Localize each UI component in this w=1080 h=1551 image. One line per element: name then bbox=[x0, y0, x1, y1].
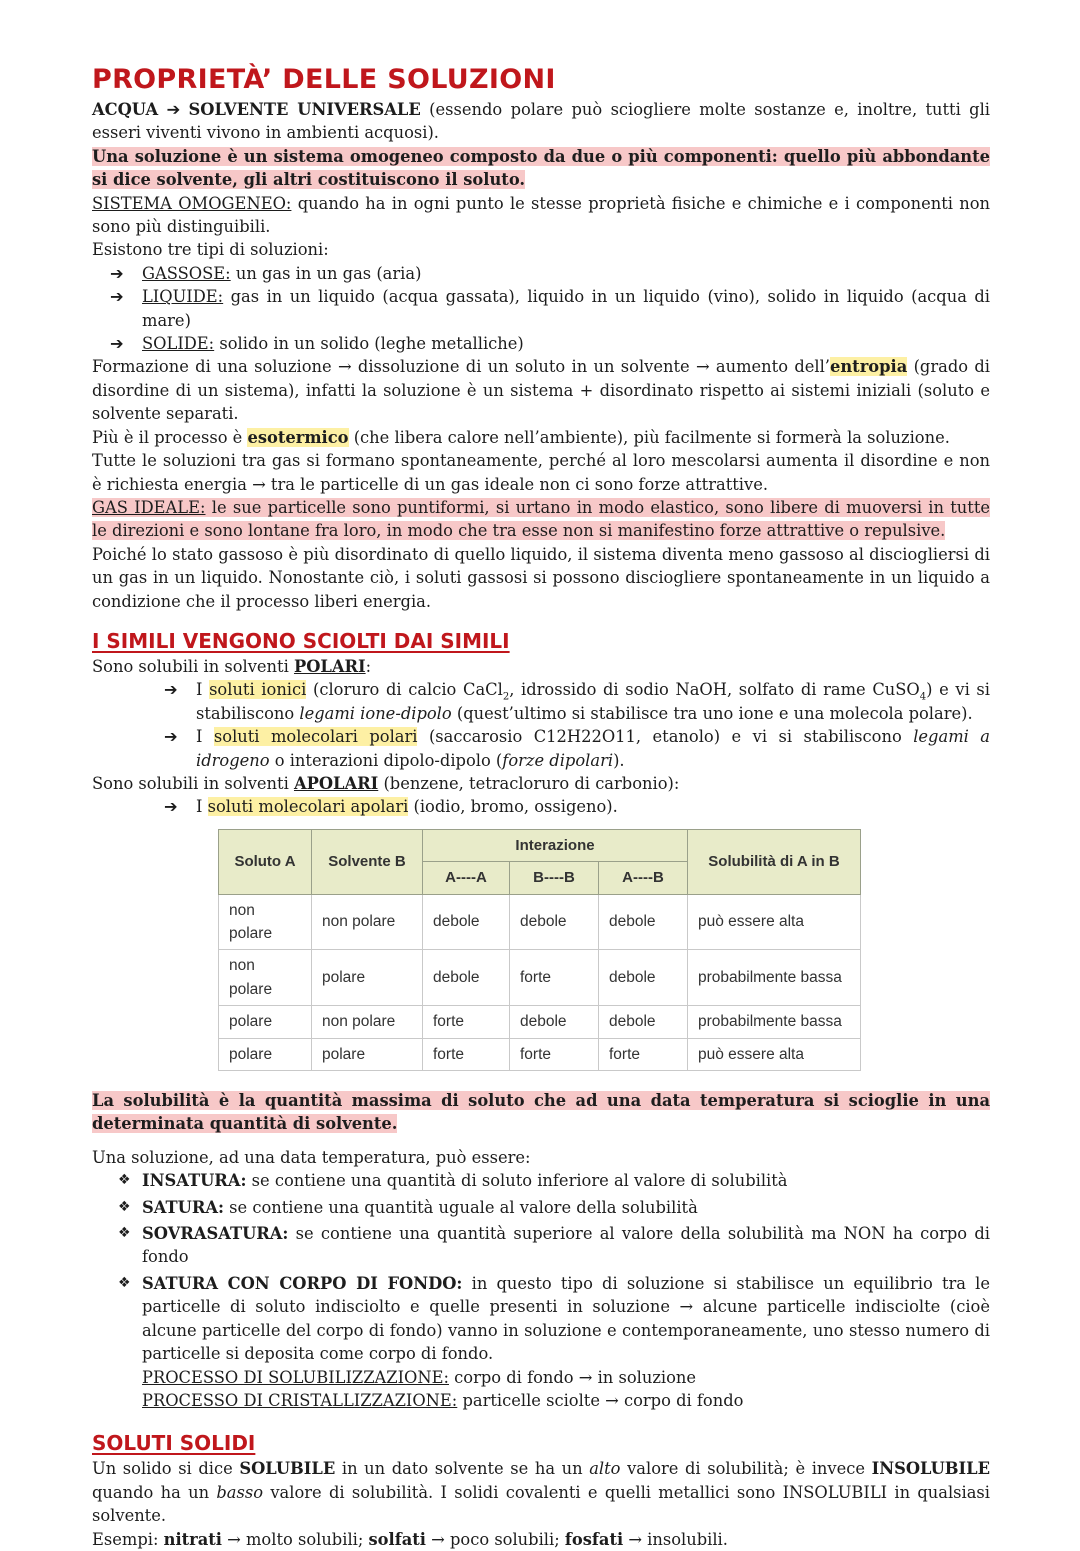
state-text: se contiene una quantità superiore al valore della solubilità ma NON ha corpo di fondo bbox=[142, 1224, 990, 1267]
definition-solubilita bbox=[92, 1089, 990, 1136]
soluti-apolari-highlight: soluti molecolari apolari bbox=[207, 797, 409, 817]
table-cell: probabilmente bassa bbox=[688, 950, 861, 1006]
text: Un solido si dice bbox=[92, 1459, 240, 1479]
table-cell: può essere alta bbox=[688, 894, 861, 950]
page-title: PROPRIETÀ’ DELLE SOLUZIONI bbox=[92, 64, 556, 95]
gas-ideale-text: le sue particelle sono puntiformi, si urtano in modo elastico, sono libere di muoversi in tutte le direzioni e sono lontane fra loro, in modo che tra esse non si manifestino forze attrattive o repulsive. bbox=[92, 497, 991, 541]
diamond-icon: ❖ bbox=[118, 1274, 131, 1291]
list-item bbox=[164, 725, 990, 772]
table-cell: può essere alta bbox=[688, 1038, 861, 1070]
diamond-icon: ❖ bbox=[118, 1198, 131, 1215]
header-solvente: Solvente B bbox=[312, 829, 423, 894]
process-line bbox=[142, 1389, 990, 1412]
soluti-polari-highlight: soluti molecolari polari bbox=[213, 727, 418, 747]
esotermico-text-a: Più è il processo è bbox=[92, 427, 248, 447]
types-intro-text: Esistono tre tipi di soluzioni: bbox=[92, 240, 329, 260]
arrow-icon: ➔ bbox=[166, 100, 181, 119]
table-cell: polare bbox=[312, 1038, 423, 1070]
solfati-term: solfati bbox=[368, 1529, 426, 1549]
state-term: SATURA CON CORPO DI FONDO: bbox=[142, 1273, 463, 1293]
type-term: LIQUIDE: bbox=[142, 287, 224, 307]
apolari-intro-a: Sono solubili in solventi bbox=[92, 773, 294, 793]
table-cell: non polare bbox=[219, 950, 312, 1006]
arrow-icon: ➔ bbox=[164, 797, 178, 817]
item-text: ) e vi si stabiliscono bbox=[196, 680, 990, 723]
state-term: INSATURA: bbox=[142, 1171, 247, 1191]
text: valore di solubilità. I solidi covalenti e quelli metallici sono INSOLUBILI in qualsiasi solvente. bbox=[92, 1482, 990, 1526]
header-interazione: Interazione bbox=[423, 829, 688, 861]
section-heading-soluti-solidi: SOLUTI SOLIDI bbox=[92, 1431, 256, 1456]
table-cell: debole bbox=[423, 894, 510, 950]
list-item bbox=[118, 1169, 990, 1192]
text: valore di solubilità; è invece bbox=[620, 1459, 872, 1479]
esotermico-term: esotermico bbox=[247, 427, 349, 447]
text: in un dato solvente se ha un bbox=[335, 1459, 590, 1479]
table-cell: debole bbox=[510, 894, 599, 950]
saturation-list bbox=[92, 1169, 990, 1412]
item-italic: legami a idrogeno bbox=[196, 727, 991, 770]
header-soluto: Soluto A bbox=[219, 829, 312, 894]
paragraph-gas-ideale bbox=[92, 496, 990, 543]
paragraph-esempi bbox=[92, 1528, 990, 1551]
polari-intro bbox=[92, 655, 990, 678]
stati-intro: Una soluzione, ad una data temperatura, può essere: bbox=[92, 1147, 531, 1167]
table-cell: polare bbox=[219, 1006, 312, 1038]
esotermico-text-b: (che libera calore nell’ambiente), più facilmente si formerà la soluzione. bbox=[348, 427, 950, 447]
item-text: (quest’ultimo si stabilisce tra uno ione e una molecola polare). bbox=[451, 703, 973, 723]
table-cell: polare bbox=[312, 950, 423, 1006]
list-item bbox=[110, 332, 990, 355]
list-item bbox=[118, 1222, 990, 1269]
table-row bbox=[219, 1006, 861, 1038]
table-cell: non polare bbox=[312, 894, 423, 950]
subscript: 2 bbox=[502, 691, 510, 703]
item-text: (saccarosio C12H22O11, etanolo) e vi si stabiliscono bbox=[417, 727, 914, 747]
process-text: particelle sciolte → corpo di fondo bbox=[457, 1390, 744, 1410]
apolari-list bbox=[92, 795, 990, 818]
fosfati-term: fosfati bbox=[564, 1529, 624, 1549]
table-cell: debole bbox=[599, 894, 688, 950]
definition-solution bbox=[92, 145, 990, 192]
nitrati-term: nitrati bbox=[163, 1529, 222, 1549]
polari-list bbox=[92, 678, 990, 772]
paragraph-soluti-solidi bbox=[92, 1457, 990, 1527]
section-heading-simili: I SIMILI VENGONO SCIOLTI DAI SIMILI bbox=[92, 628, 510, 653]
list-item bbox=[118, 1196, 990, 1219]
polari-intro-a: Sono solubili in solventi bbox=[92, 656, 294, 676]
type-text: gas in un liquido (acqua gassata), liquido in un liquido (vino), solido in liquido (acqua di mare) bbox=[142, 287, 990, 330]
table-cell: forte bbox=[423, 1006, 510, 1038]
state-text: in questo tipo di soluzione si stabilisce un equilibrio tra le particelle di soluto indisciolto e quelle presenti in soluzione → alcune particelle indisciolte (cioè alcune particelle del corpo di fondo) vanno in soluzione e contemporaneamente, uno stesso numero di particelle si deposita come corpo di fondo. bbox=[142, 1273, 990, 1364]
header-solubilita: Solubilità di A in B bbox=[688, 829, 861, 894]
table-cell: forte bbox=[423, 1038, 510, 1070]
state-term: SOVRASATURA: bbox=[142, 1224, 289, 1244]
type-term: GASSOSE: bbox=[142, 263, 231, 283]
list-item bbox=[118, 1272, 990, 1412]
paragraph-gas-spontanei: Tutte le soluzioni tra gas si formano spontaneamente, perché al loro mescolarsi aumenta il disordine e non è richiesta energia → tra le particelle di un gas ideale non ci sono forze attrattive. bbox=[92, 451, 990, 494]
gas-ideale-term: GAS IDEALE: bbox=[92, 497, 206, 517]
process-term: PROCESSO DI CRISTALLIZZAZIONE: bbox=[142, 1390, 458, 1410]
paragraph-acqua bbox=[92, 98, 990, 145]
item-italic: forze dipolari bbox=[502, 750, 614, 770]
subscript: 4 bbox=[919, 691, 927, 703]
table-cell: forte bbox=[510, 950, 599, 1006]
insolubile-term: INSOLUBILE bbox=[871, 1459, 991, 1479]
header-bb: B----B bbox=[510, 862, 599, 894]
apolari-intro-b: (benzene, tetracloruro di carbonio): bbox=[378, 773, 680, 793]
item-text: I bbox=[196, 680, 210, 700]
omogeneo-term: SISTEMA OMOGENEO: bbox=[92, 193, 292, 213]
table-cell: non polare bbox=[312, 1006, 423, 1038]
table-cell: forte bbox=[510, 1038, 599, 1070]
state-term: SATURA: bbox=[142, 1197, 224, 1217]
header-aa: A----A bbox=[423, 862, 510, 894]
definition-solubilita-text: La solubilità è la quantità massima di soluto che ad una data temperatura si scioglie in una determinata quantità di solvente. bbox=[92, 1091, 990, 1134]
apolari-intro bbox=[92, 772, 990, 795]
text: → poco solubili; bbox=[426, 1529, 565, 1549]
item-text: (cloruro di calcio CaCl bbox=[306, 680, 503, 700]
process-text: corpo di fondo → in soluzione bbox=[448, 1367, 697, 1387]
state-text: se contiene una quantità uguale al valore della solubilità bbox=[224, 1197, 698, 1217]
item-text: o interazioni dipolo-dipolo ( bbox=[269, 750, 503, 770]
arrow-icon: ➔ bbox=[164, 680, 178, 700]
type-text: un gas in un gas (aria) bbox=[230, 263, 422, 283]
item-text: I bbox=[196, 797, 208, 817]
list-item bbox=[164, 795, 990, 818]
text: Esempi: bbox=[92, 1529, 164, 1549]
text: → molto solubili; bbox=[222, 1529, 369, 1549]
type-term: SOLIDE: bbox=[142, 334, 215, 354]
table-cell: polare bbox=[219, 1038, 312, 1070]
apolari-term: APOLARI bbox=[293, 773, 379, 793]
paragraph-esotermico bbox=[92, 426, 990, 449]
table-cell: debole bbox=[423, 950, 510, 1006]
state-text: se contiene una quantità di soluto inferiore al valore di solubilità bbox=[246, 1171, 788, 1191]
paragraph-formazione bbox=[92, 355, 990, 425]
arrow-icon: ➔ bbox=[110, 334, 124, 354]
paragraph-omogeneo bbox=[92, 192, 990, 239]
table-cell: non polare bbox=[219, 894, 312, 950]
item-text: (iodio, bromo, ossigeno). bbox=[408, 797, 618, 817]
table-cell: forte bbox=[599, 1038, 688, 1070]
type-text: solido in un solido (leghe metalliche) bbox=[214, 334, 524, 354]
basso-term: basso bbox=[216, 1482, 264, 1502]
text: quando ha un bbox=[92, 1482, 217, 1502]
table-cell: probabilmente bassa bbox=[688, 1006, 861, 1038]
header-ab: A----B bbox=[599, 862, 688, 894]
process-line bbox=[142, 1366, 990, 1389]
list-item bbox=[164, 678, 990, 725]
arrow-icon: ➔ bbox=[164, 727, 178, 747]
text: → insolubili. bbox=[623, 1529, 728, 1549]
item-italic: legami ione-dipolo bbox=[299, 703, 452, 723]
alto-term: alto bbox=[589, 1459, 621, 1479]
polari-term: POLARI bbox=[293, 656, 366, 676]
acqua-label: ACQUA bbox=[92, 100, 159, 119]
item-text: ). bbox=[613, 750, 625, 770]
entropia-term: entropia bbox=[829, 357, 908, 377]
table-row bbox=[219, 894, 861, 950]
solubility-table bbox=[218, 829, 861, 1071]
diamond-icon: ❖ bbox=[118, 1225, 131, 1242]
process-term: PROCESSO DI SOLUBILIZZAZIONE: bbox=[142, 1367, 449, 1387]
table-cell: debole bbox=[599, 1006, 688, 1038]
soluti-ionici-highlight: soluti ionici bbox=[209, 680, 307, 700]
item-text: I bbox=[196, 727, 214, 747]
formazione-text-a: Formazione di una soluzione → dissoluzione di un soluto in un solvente → aumento dell’ bbox=[92, 357, 830, 377]
list-item bbox=[110, 262, 990, 285]
table-cell: debole bbox=[510, 1006, 599, 1038]
diamond-icon: ❖ bbox=[118, 1172, 131, 1189]
solvente-universale: SOLVENTE UNIVERSALE bbox=[188, 100, 421, 119]
item-text: , idrossido di sodio NaOH, solfato di rame CuSO bbox=[509, 680, 920, 700]
solubile-term: SOLUBILE bbox=[239, 1459, 336, 1479]
document-page bbox=[92, 62, 990, 1551]
table-row bbox=[219, 1038, 861, 1070]
definition-solution-text: Una soluzione è un sistema omogeneo composto da due o più componenti: quello più abbondante si dice solvente, gli altri costituiscono il soluto. bbox=[92, 146, 990, 190]
polari-intro-b: : bbox=[365, 656, 372, 676]
paragraph-gassoso: Poiché lo stato gassoso è più disordinato di quello liquido, il sistema diventa meno gassoso al disciogliersi di un gas in un liquido. Nonostante ciò, i soluti gassosi si possono disciogliere spontaneamente in un liquido a condizione che il processo liberi energia. bbox=[92, 544, 990, 611]
formazione-text-b: (grado di disordine di un sistema), infatti la soluzione è un sistema + disordinato rispetto ai sistemi iniziali (soluto e solvente separati. bbox=[92, 357, 991, 424]
solution-types-list bbox=[92, 262, 990, 356]
acqua-text: (essendo polare può sciogliere molte sostanze e, inoltre, tutti gli esseri viventi vivono in ambienti acquosi). bbox=[92, 100, 991, 143]
table-row bbox=[219, 950, 861, 1006]
arrow-icon: ➔ bbox=[110, 287, 124, 307]
arrow-icon: ➔ bbox=[110, 263, 124, 283]
table-cell: debole bbox=[599, 950, 688, 1006]
list-item bbox=[110, 285, 990, 332]
omogeneo-text: quando ha in ogni punto le stesse proprietà fisiche e chimiche e i componenti non sono più distinguibili. bbox=[92, 193, 991, 237]
gas-ideale-highlight bbox=[92, 498, 990, 540]
types-intro bbox=[92, 238, 990, 261]
